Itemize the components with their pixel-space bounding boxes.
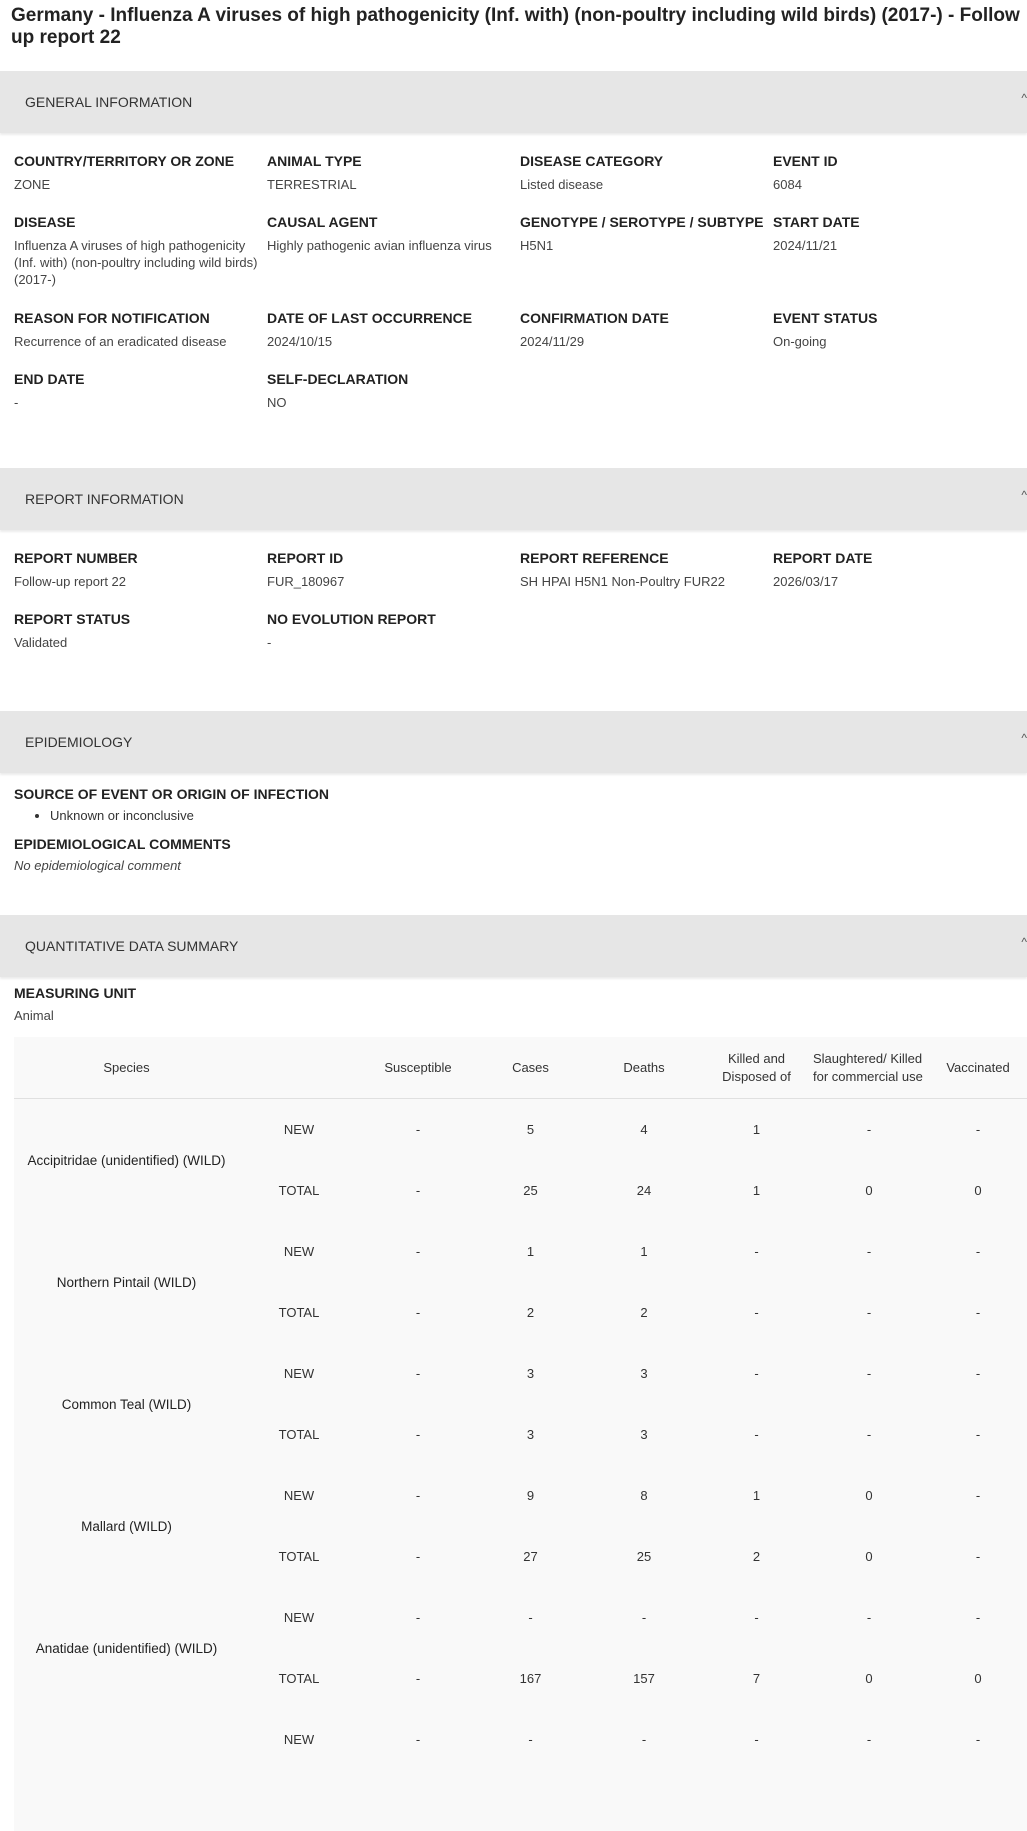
total-label-cell: TOTAL bbox=[278, 1671, 320, 1686]
source-list-item: • Unknown or inconclusive bbox=[50, 808, 1013, 823]
value-cell: 1 bbox=[752, 1488, 761, 1503]
new-label-cell: NEW bbox=[283, 1610, 315, 1625]
field-start-date: START DATE 2024/11/21 bbox=[773, 214, 860, 253]
field-confirmation-date: CONFIRMATION DATE 2024/11/29 bbox=[520, 310, 669, 349]
new-label-cell: NEW bbox=[283, 1244, 315, 1259]
value-cell: - bbox=[975, 1244, 981, 1259]
value-cell: - bbox=[975, 1488, 981, 1503]
value-cell: - bbox=[975, 1427, 981, 1442]
total-label-cell: TOTAL bbox=[278, 1427, 320, 1442]
value-cell: - bbox=[528, 1732, 533, 1747]
quantitative-summary-body bbox=[0, 977, 1027, 1831]
source-list bbox=[14, 808, 1013, 823]
value-cell: 3 bbox=[526, 1427, 535, 1442]
value-cell: 24 bbox=[636, 1183, 652, 1198]
value-cell: 3 bbox=[526, 1366, 535, 1381]
value-cell: - bbox=[866, 1244, 872, 1259]
species-cell: Northern Pintail (WILD) bbox=[56, 1274, 197, 1290]
table-header-row bbox=[14, 1037, 1027, 1099]
measuring-unit-label: MEASURING UNIT bbox=[14, 985, 137, 1001]
value-cell: 0 bbox=[974, 1671, 982, 1686]
value-cell: 0 bbox=[865, 1671, 873, 1686]
value-cell: 0 bbox=[865, 1488, 873, 1503]
value-cell: - bbox=[975, 1549, 981, 1564]
value-cell: 1 bbox=[752, 1122, 761, 1137]
value-cell: 5 bbox=[526, 1122, 535, 1137]
value-cell: 3 bbox=[640, 1366, 648, 1381]
value-cell: 4 bbox=[640, 1122, 648, 1137]
field-disease-category: DISEASE CATEGORY Listed disease bbox=[520, 153, 664, 192]
col-vaccinated: Vaccinated bbox=[929, 1037, 1027, 1099]
field-report-status: REPORT STATUS Validated bbox=[14, 611, 131, 650]
species-cell: Anatidae (unidentified) (WILD) bbox=[35, 1640, 218, 1656]
epidemiological-comment-text: No epidemiological comment bbox=[14, 858, 181, 873]
value-cell: - bbox=[866, 1732, 872, 1747]
measuring-unit-value: Animal bbox=[14, 1008, 54, 1023]
value-cell: - bbox=[415, 1305, 421, 1320]
value-cell: - bbox=[415, 1488, 421, 1503]
chevron-up-icon[interactable]: ^ bbox=[1021, 488, 1027, 502]
value-cell: 2 bbox=[640, 1305, 648, 1320]
species-cell bbox=[14, 1709, 239, 1831]
col-susceptible: Susceptible bbox=[359, 1037, 477, 1099]
value-cell: - bbox=[415, 1610, 421, 1625]
value-cell: - bbox=[415, 1732, 421, 1747]
value-cell: 167 bbox=[519, 1671, 542, 1686]
value-cell: - bbox=[754, 1366, 759, 1381]
field-reason-notification: REASON FOR NOTIFICATION Recurrence of an eradicated disease bbox=[14, 310, 227, 349]
value-cell: - bbox=[415, 1427, 421, 1442]
value-cell: - bbox=[754, 1610, 759, 1625]
value-cell bbox=[809, 1770, 929, 1831]
value-cell: - bbox=[641, 1610, 647, 1625]
value-cell: - bbox=[975, 1610, 981, 1625]
chevron-up-icon[interactable]: ^ bbox=[1021, 935, 1027, 949]
value-cell bbox=[929, 1770, 1027, 1831]
value-cell: - bbox=[754, 1427, 759, 1442]
total-label-cell: TOTAL bbox=[278, 1183, 320, 1198]
epidemiology-header-label: EPIDEMIOLOGY bbox=[25, 734, 133, 750]
value-cell bbox=[704, 1770, 809, 1831]
value-cell: 7 bbox=[752, 1671, 761, 1686]
value-cell: 0 bbox=[974, 1183, 982, 1198]
col-species: Species bbox=[14, 1037, 239, 1099]
chevron-up-icon[interactable]: ^ bbox=[1021, 91, 1027, 105]
table-row bbox=[14, 1465, 1027, 1526]
field-country-zone: COUNTRY/TERRITORY OR ZONE ZONE bbox=[14, 153, 235, 192]
value-cell: 1 bbox=[640, 1244, 648, 1259]
value-cell: 27 bbox=[523, 1549, 538, 1564]
epidemiology-body bbox=[0, 773, 1027, 873]
col-killed-disposed: Killed and Disposed of bbox=[704, 1037, 809, 1099]
species-cell: Accipitridae (unidentified) (WILD) bbox=[27, 1152, 226, 1168]
epidemiological-comments-label: EPIDEMIOLOGICAL COMMENTS bbox=[14, 836, 231, 852]
value-cell: 2 bbox=[526, 1305, 535, 1320]
value-cell bbox=[584, 1770, 704, 1831]
col-slaughtered: Slaughtered/ Killed for commercial use bbox=[809, 1037, 929, 1099]
value-cell: 0 bbox=[865, 1549, 873, 1564]
field-causal-agent: CAUSAL AGENT Highly pathogenic avian influenza virus bbox=[267, 214, 492, 253]
value-cell: - bbox=[975, 1122, 981, 1137]
value-cell: - bbox=[528, 1610, 533, 1625]
field-report-number: REPORT NUMBER Follow-up report 22 bbox=[14, 550, 138, 589]
chevron-up-icon[interactable]: ^ bbox=[1021, 731, 1027, 745]
table-row bbox=[14, 1587, 1027, 1648]
value-cell: - bbox=[866, 1122, 872, 1137]
species-cell: Mallard (WILD) bbox=[81, 1518, 172, 1534]
quantitative-table bbox=[14, 1037, 1027, 1831]
col-deaths: Deaths bbox=[584, 1037, 704, 1099]
new-label-cell: NEW bbox=[283, 1122, 315, 1137]
field-self-declaration: SELF-DECLARATION NO bbox=[267, 371, 409, 410]
table-row bbox=[14, 1343, 1027, 1404]
new-label-cell: NEW bbox=[283, 1366, 315, 1381]
value-cell: - bbox=[415, 1183, 421, 1198]
value-cell: - bbox=[754, 1244, 759, 1259]
value-cell: - bbox=[975, 1366, 981, 1381]
field-report-date: REPORT DATE 2026/03/17 bbox=[773, 550, 873, 589]
value-cell: - bbox=[415, 1671, 421, 1686]
field-report-id: REPORT ID FUR_180967 bbox=[267, 550, 345, 589]
field-animal-type: ANIMAL TYPE TERRESTRIAL bbox=[267, 153, 362, 192]
value-cell: 157 bbox=[633, 1671, 655, 1686]
new-label-cell: NEW bbox=[283, 1732, 315, 1747]
species-cell: Common Teal (WILD) bbox=[61, 1396, 192, 1412]
table-row bbox=[14, 1221, 1027, 1282]
table-row bbox=[14, 1099, 1027, 1161]
field-no-evolution-report: NO EVOLUTION REPORT - bbox=[267, 611, 436, 650]
quantitative-summary-header-label: QUANTITATIVE DATA SUMMARY bbox=[25, 938, 239, 954]
col-cases: Cases bbox=[477, 1037, 584, 1099]
new-label-cell: NEW bbox=[283, 1488, 315, 1503]
table-row bbox=[14, 1709, 1027, 1770]
value-cell: - bbox=[415, 1366, 421, 1381]
value-cell: 25 bbox=[636, 1549, 652, 1564]
value-cell: - bbox=[866, 1366, 872, 1381]
field-event-status: EVENT STATUS On-going bbox=[773, 310, 878, 349]
quantitative-summary-header[interactable] bbox=[0, 915, 1027, 977]
value-cell: - bbox=[975, 1732, 981, 1747]
value-cell: - bbox=[866, 1427, 872, 1442]
report-information-header-label: REPORT INFORMATION bbox=[25, 491, 184, 507]
value-cell: - bbox=[866, 1610, 872, 1625]
source-of-event-label: SOURCE OF EVENT OR ORIGIN OF INFECTION bbox=[14, 786, 330, 802]
value-cell: 8 bbox=[640, 1488, 648, 1503]
general-information-body bbox=[0, 133, 1027, 432]
field-end-date: END DATE - bbox=[14, 371, 85, 410]
value-cell: - bbox=[866, 1305, 872, 1320]
value-cell: - bbox=[754, 1732, 759, 1747]
col-period bbox=[239, 1037, 359, 1099]
total-label-cell: TOTAL bbox=[278, 1549, 320, 1564]
field-genotype: GENOTYPE / SEROTYPE / SUBTYPE H5N1 bbox=[520, 214, 764, 253]
value-cell: - bbox=[415, 1122, 421, 1137]
value-cell: 25 bbox=[523, 1183, 538, 1198]
general-information-header[interactable] bbox=[0, 71, 1027, 133]
value-cell: - bbox=[415, 1244, 421, 1259]
value-cell: 1 bbox=[526, 1244, 535, 1259]
value-cell: 1 bbox=[752, 1183, 761, 1198]
value-cell: - bbox=[415, 1549, 421, 1564]
total-label-cell bbox=[239, 1770, 359, 1831]
value-cell: 3 bbox=[640, 1427, 648, 1442]
report-information-header[interactable] bbox=[0, 468, 1027, 530]
value-cell bbox=[477, 1770, 584, 1831]
value-cell: 0 bbox=[865, 1183, 873, 1198]
field-event-id: EVENT ID 6084 bbox=[773, 153, 838, 192]
value-cell: 9 bbox=[526, 1488, 535, 1503]
value-cell bbox=[359, 1770, 477, 1831]
field-last-occurrence: DATE OF LAST OCCURRENCE 2024/10/15 bbox=[267, 310, 473, 349]
epidemiology-header[interactable] bbox=[0, 711, 1027, 773]
total-label-cell: TOTAL bbox=[278, 1305, 320, 1320]
general-information-header-label: GENERAL INFORMATION bbox=[25, 94, 193, 110]
value-cell: - bbox=[641, 1732, 647, 1747]
field-disease: DISEASE Influenza A viruses of high pathogenicity (Inf. with) (non-poultry including wild birds) (2017-) bbox=[14, 214, 258, 287]
value-cell: 2 bbox=[752, 1549, 761, 1564]
field-report-reference: REPORT REFERENCE SH HPAI H5N1 Non-Poultry FUR22 bbox=[520, 550, 725, 589]
report-information-body bbox=[0, 530, 1027, 672]
value-cell: - bbox=[975, 1305, 981, 1320]
value-cell: - bbox=[754, 1305, 759, 1320]
page-title: Germany - Influenza A viruses of high pathogenicity (Inf. with) (non-poultry including wild birds) (2017-) - Follow up report 22 bbox=[11, 5, 1020, 48]
